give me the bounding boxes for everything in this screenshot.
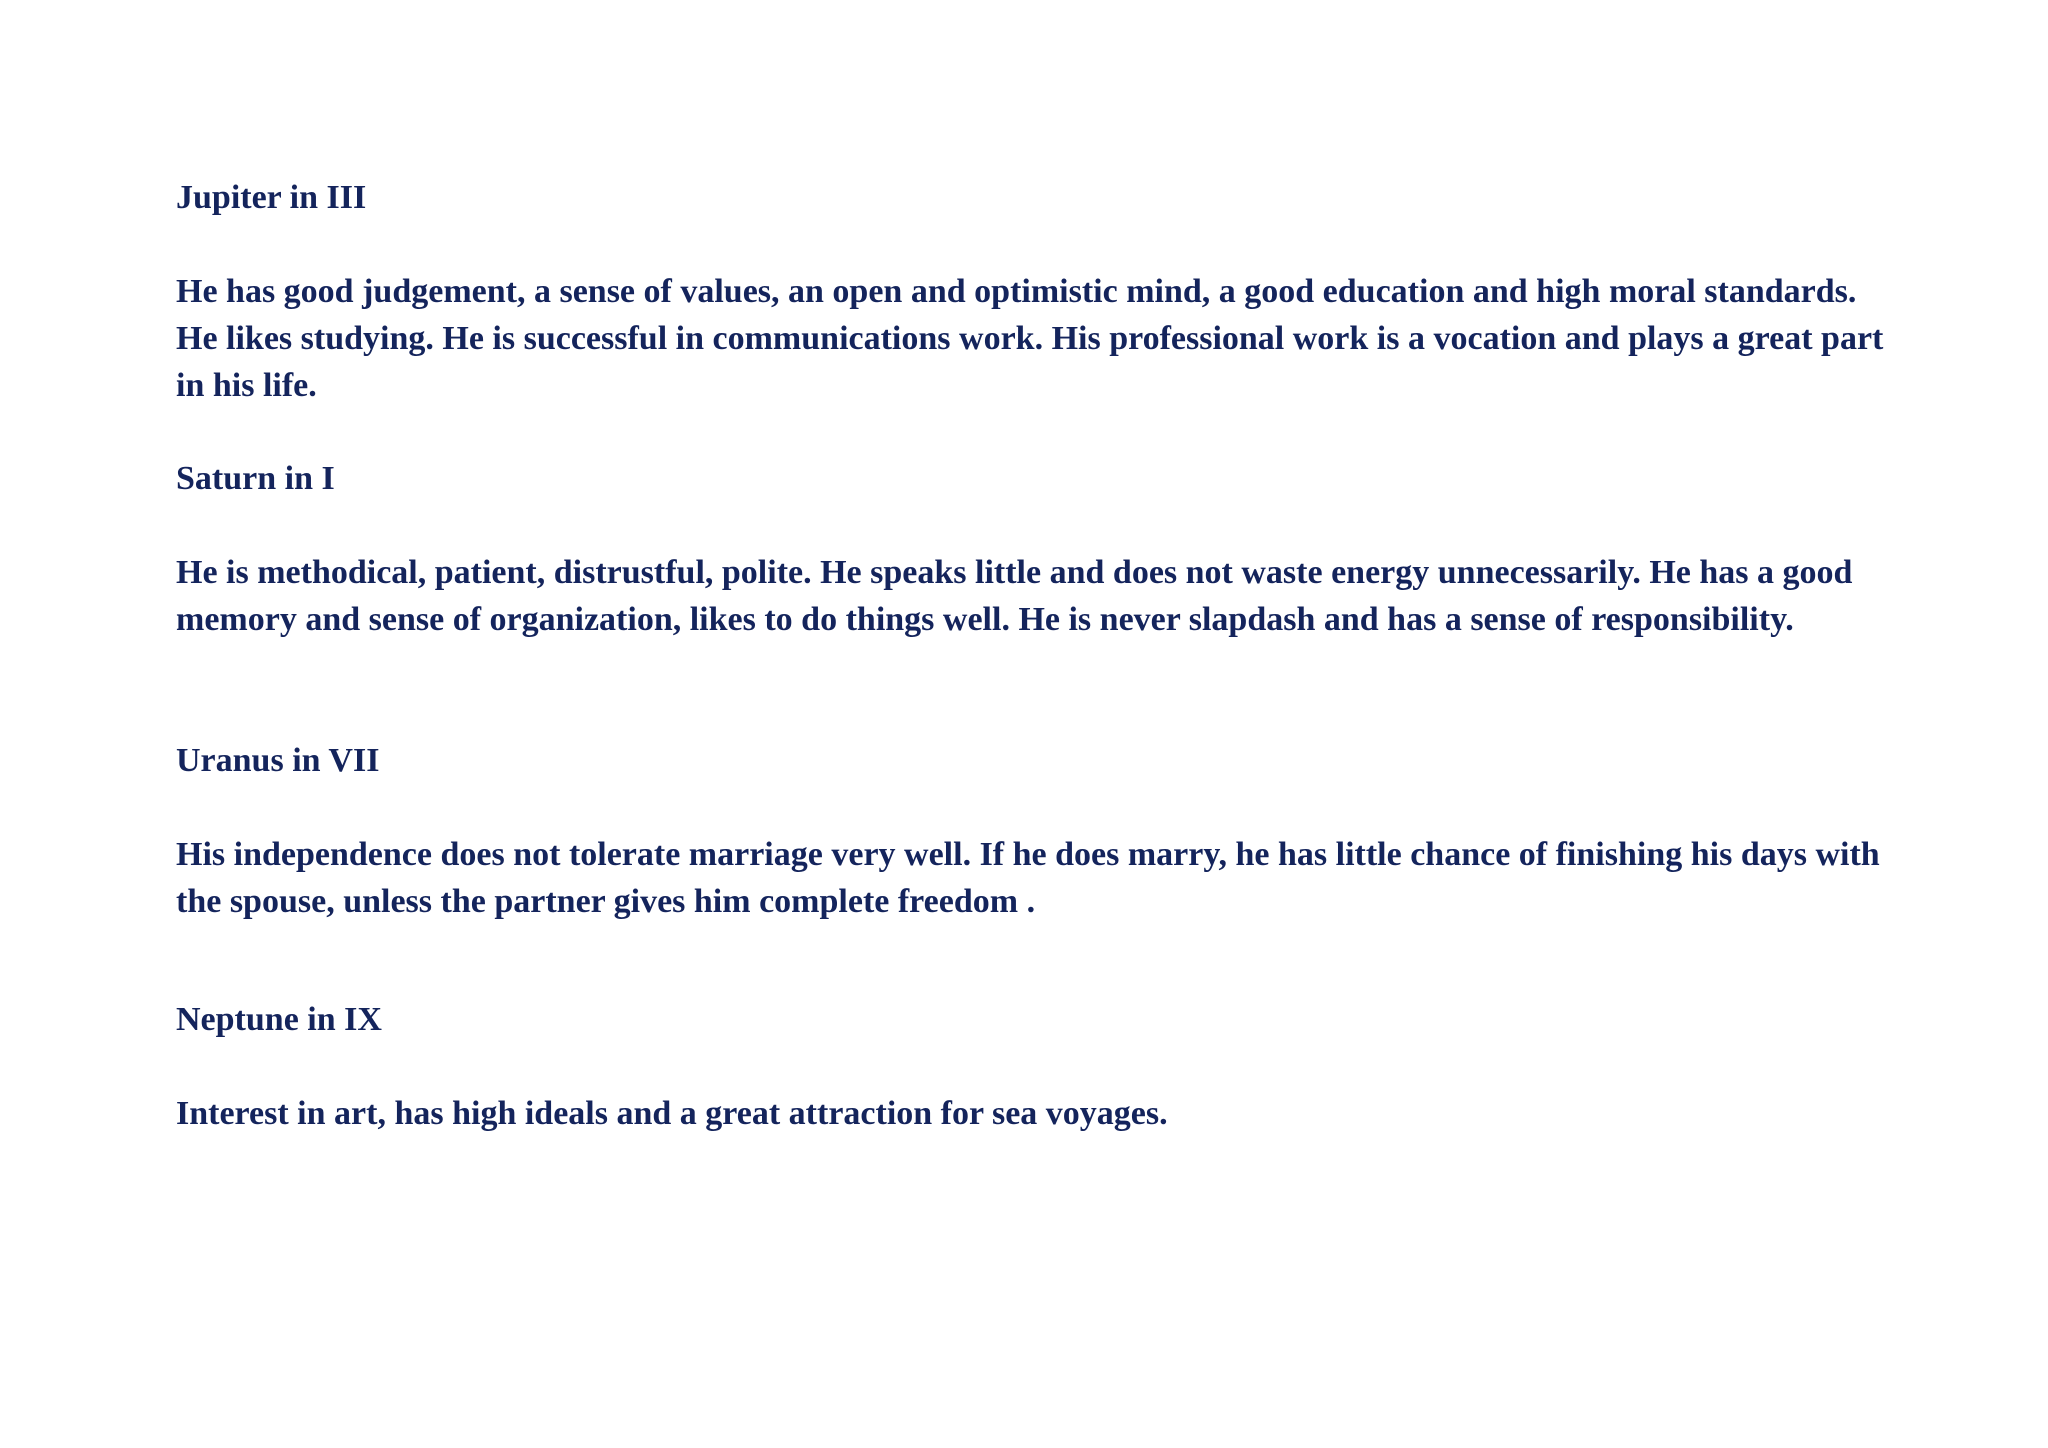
section-text-jupiter: He has good judgement, a sense of values, an open and optimistic mind, a good education and high moral standards. He likes studying. He is successful in communications work. His professional work is a vocation and plays a great part in his life. bbox=[176, 273, 1884, 404]
section-text-uranus: His independence does not tolerate marriage very well. If he does marry, he has little chance of finishing his days with the spouse, unless the partner gives him complete freedom . bbox=[176, 836, 1880, 920]
section-text-saturn: He is methodical, patient, distrustful, polite. He speaks little and does not waste energy unnecessarily. He has a good memory and sense of organization, likes to do things well. He is never slapdash and has a sense of responsibility. bbox=[176, 554, 1853, 638]
section-heading-saturn: Saturn in I bbox=[176, 460, 335, 497]
section-heading-jupiter: Jupiter in III bbox=[176, 179, 367, 216]
section-heading-uranus: Uranus in VII bbox=[176, 742, 380, 779]
section-text-neptune: Interest in art, has high ideals and a great attraction for sea voyages. bbox=[176, 1095, 1168, 1132]
section-heading-neptune: Neptune in IX bbox=[176, 1001, 382, 1038]
